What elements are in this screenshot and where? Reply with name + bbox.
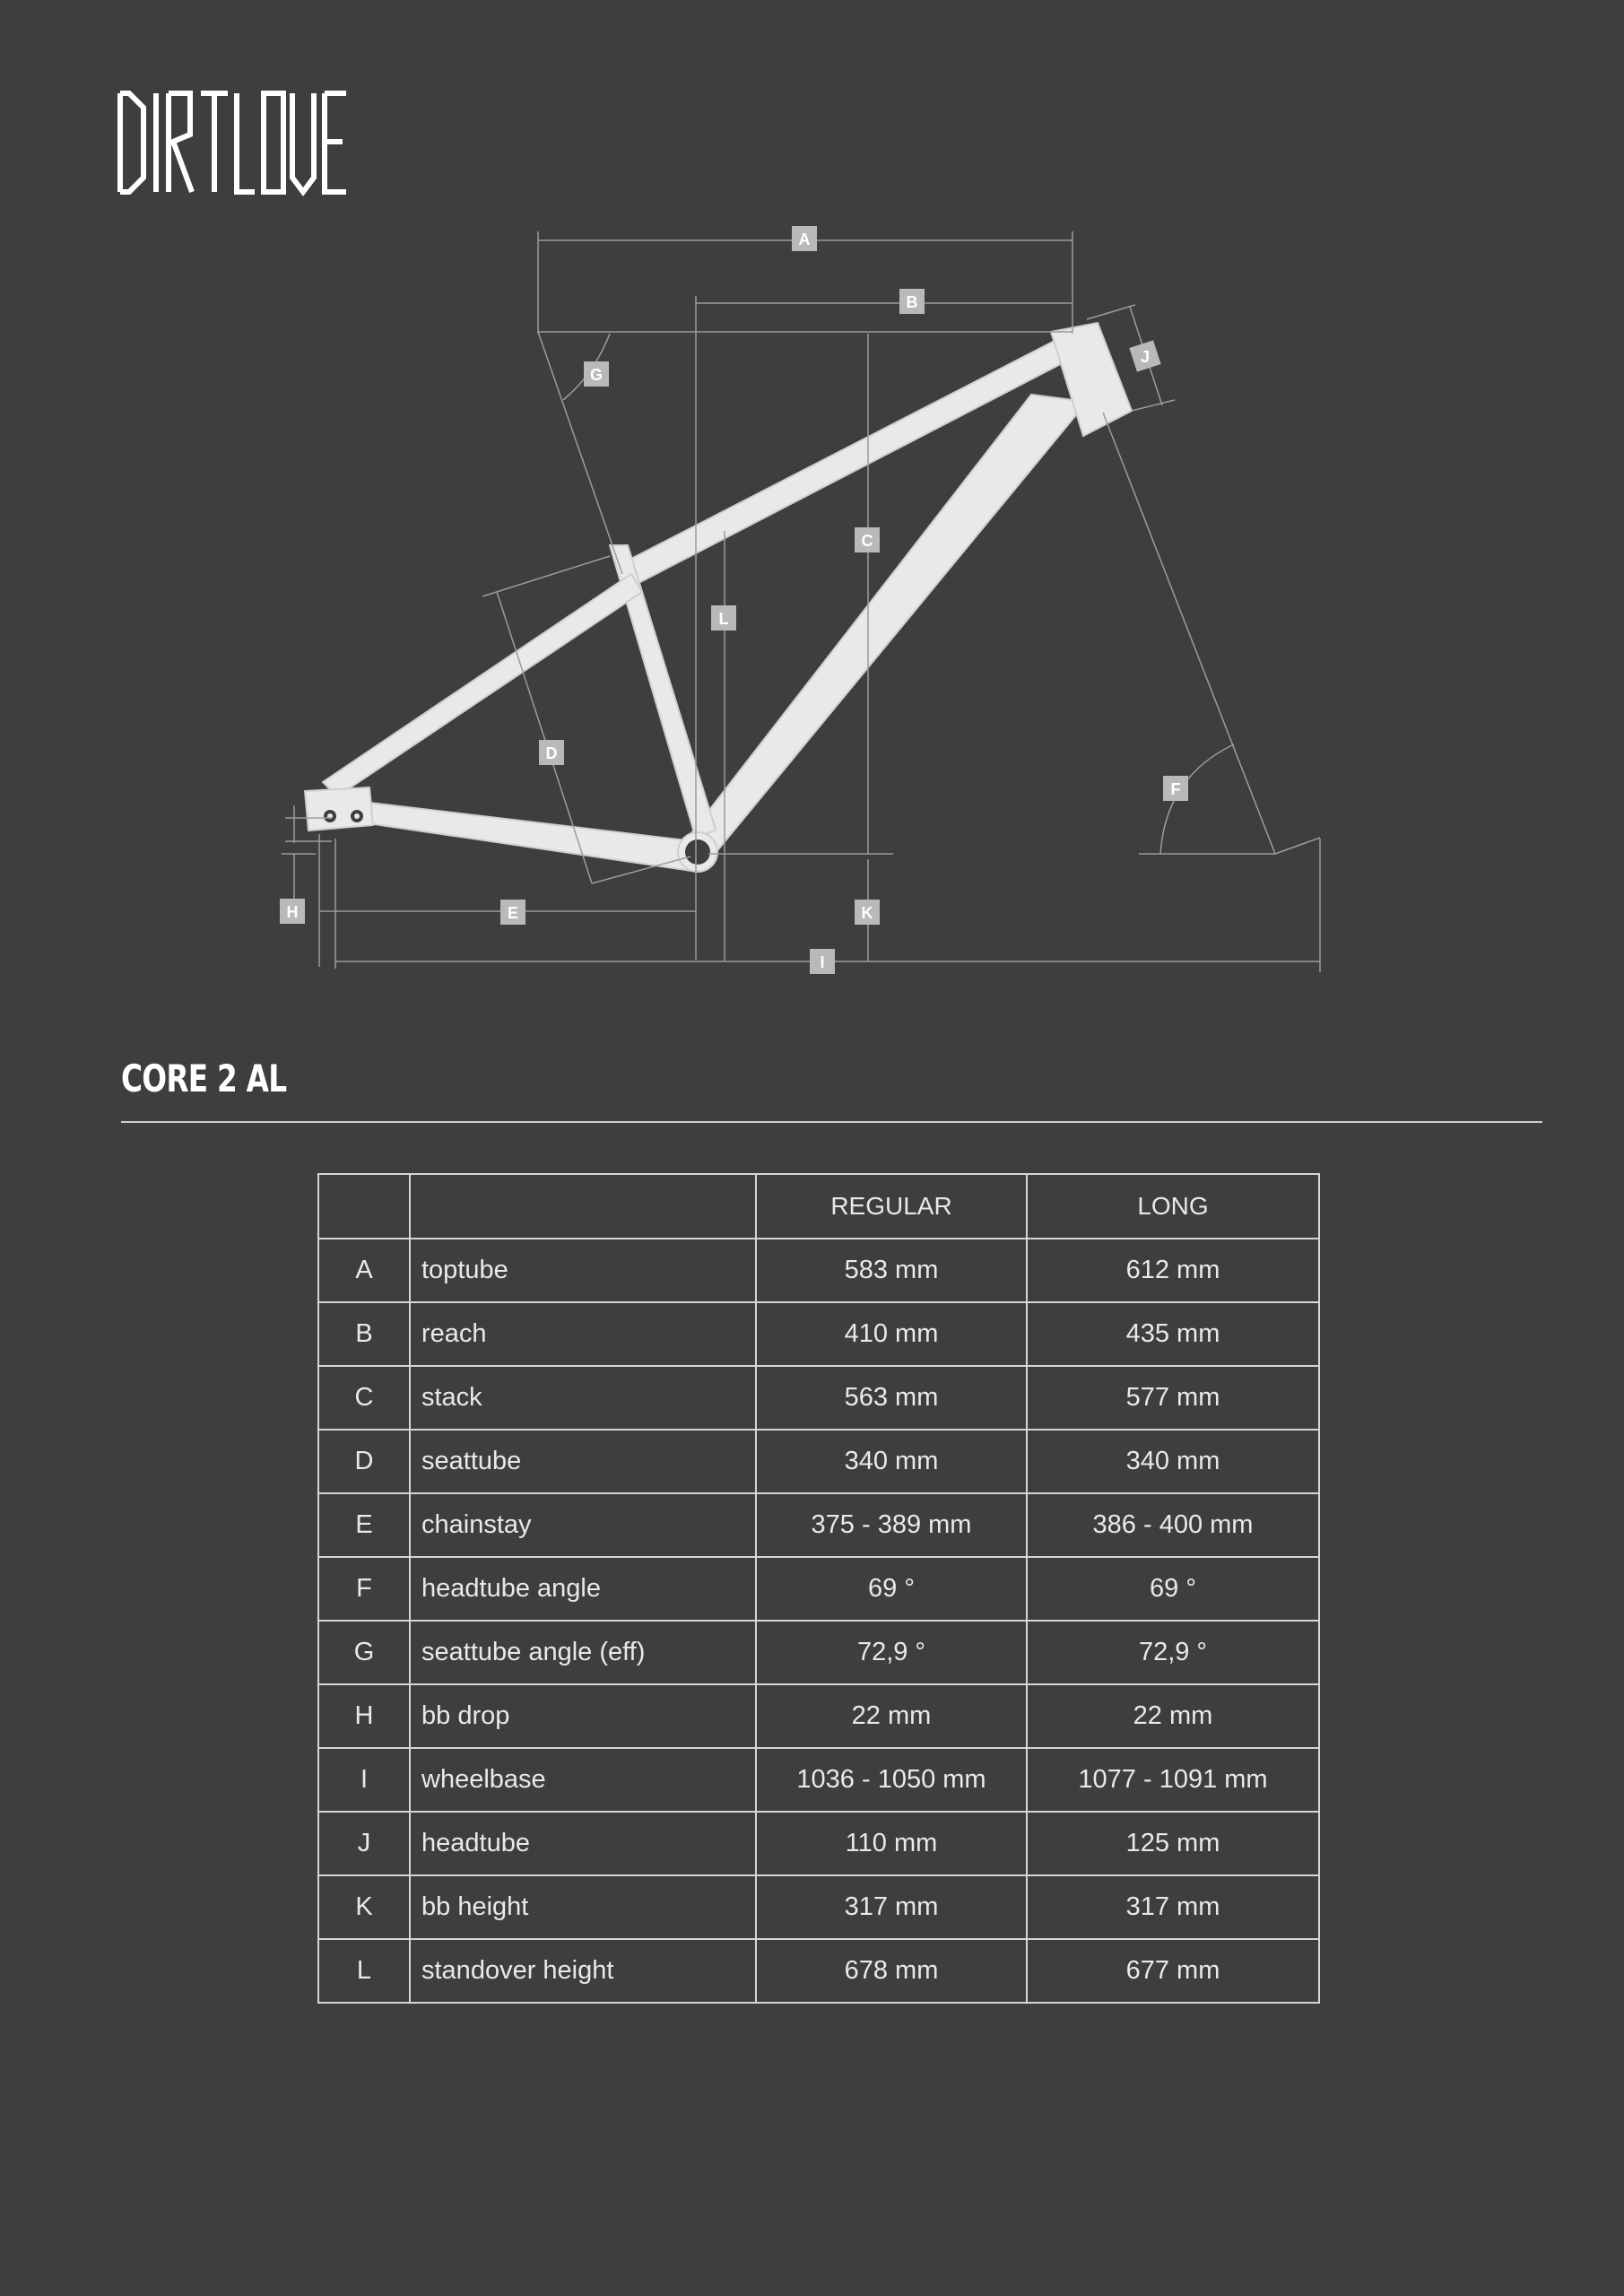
svg-text:C: C bbox=[861, 532, 873, 550]
svg-text:E: E bbox=[507, 904, 519, 922]
table-row bbox=[318, 1939, 1319, 2003]
row-regular: 317 mm bbox=[756, 1875, 1027, 1939]
model-title: CORE 2 AL bbox=[121, 1057, 287, 1100]
row-letter: K bbox=[318, 1875, 410, 1939]
table-row bbox=[318, 1875, 1319, 1939]
svg-text:H: H bbox=[286, 903, 299, 921]
row-long: 677 mm bbox=[1027, 1939, 1319, 2003]
label-j bbox=[1129, 340, 1160, 371]
table-row bbox=[318, 1239, 1319, 1302]
row-regular: 563 mm bbox=[756, 1366, 1027, 1430]
row-name: toptube bbox=[410, 1239, 756, 1302]
row-name: wheelbase bbox=[410, 1748, 756, 1812]
label-g bbox=[584, 361, 609, 387]
row-letter: I bbox=[318, 1748, 410, 1812]
svg-text:D: D bbox=[545, 744, 558, 762]
table-header-row bbox=[318, 1174, 1319, 1239]
row-long: 125 mm bbox=[1027, 1812, 1319, 1875]
row-long: 577 mm bbox=[1027, 1366, 1319, 1430]
row-regular: 1036 - 1050 mm bbox=[756, 1748, 1027, 1812]
row-regular: 678 mm bbox=[756, 1939, 1027, 2003]
svg-text:K: K bbox=[861, 904, 873, 922]
row-long: 72,9 ° bbox=[1027, 1621, 1319, 1684]
label-f bbox=[1163, 776, 1188, 801]
header-long: LONG bbox=[1027, 1174, 1319, 1239]
row-regular: 583 mm bbox=[756, 1239, 1027, 1302]
table-row bbox=[318, 1493, 1319, 1557]
frame-drawing bbox=[0, 206, 1624, 996]
dimension-lines bbox=[282, 231, 1320, 972]
label-k bbox=[855, 900, 880, 925]
header-name bbox=[410, 1174, 756, 1239]
row-name: seattube angle (eff) bbox=[410, 1621, 756, 1684]
brand-logo bbox=[117, 88, 350, 197]
label-e bbox=[500, 900, 525, 925]
row-letter: F bbox=[318, 1557, 410, 1621]
table-row bbox=[318, 1812, 1319, 1875]
row-long: 69 ° bbox=[1027, 1557, 1319, 1621]
table-row bbox=[318, 1366, 1319, 1430]
table-row bbox=[318, 1621, 1319, 1684]
svg-text:L: L bbox=[718, 610, 729, 628]
svg-text:B: B bbox=[906, 293, 918, 311]
header-letter bbox=[318, 1174, 410, 1239]
row-regular: 69 ° bbox=[756, 1557, 1027, 1621]
row-name: stack bbox=[410, 1366, 756, 1430]
frame-geometry-diagram bbox=[0, 206, 1624, 996]
row-name: headtube angle bbox=[410, 1557, 756, 1621]
bike-frame bbox=[305, 323, 1132, 872]
row-name: headtube bbox=[410, 1812, 756, 1875]
table-row bbox=[318, 1430, 1319, 1493]
row-letter: D bbox=[318, 1430, 410, 1493]
label-b bbox=[899, 289, 925, 314]
row-long: 340 mm bbox=[1027, 1430, 1319, 1493]
table-row bbox=[318, 1557, 1319, 1621]
row-name: chainstay bbox=[410, 1493, 756, 1557]
row-long: 612 mm bbox=[1027, 1239, 1319, 1302]
logo-graphic bbox=[117, 88, 350, 197]
row-letter: A bbox=[318, 1239, 410, 1302]
svg-text:I: I bbox=[820, 953, 825, 971]
row-letter: J bbox=[318, 1812, 410, 1875]
title-divider bbox=[121, 1121, 1542, 1123]
row-long: 1077 - 1091 mm bbox=[1027, 1748, 1319, 1812]
dimension-labels bbox=[280, 226, 1188, 974]
label-i bbox=[810, 949, 835, 974]
row-long: 317 mm bbox=[1027, 1875, 1319, 1939]
table-row bbox=[318, 1684, 1319, 1748]
row-name: standover height bbox=[410, 1939, 756, 2003]
row-letter: H bbox=[318, 1684, 410, 1748]
svg-text:A: A bbox=[798, 230, 811, 248]
row-letter: E bbox=[318, 1493, 410, 1557]
row-name: reach bbox=[410, 1302, 756, 1366]
label-h bbox=[280, 899, 305, 924]
row-long: 386 - 400 mm bbox=[1027, 1493, 1319, 1557]
row-regular: 375 - 389 mm bbox=[756, 1493, 1027, 1557]
row-name: bb height bbox=[410, 1875, 756, 1939]
svg-text:G: G bbox=[589, 366, 604, 384]
row-long: 435 mm bbox=[1027, 1302, 1319, 1366]
row-letter: B bbox=[318, 1302, 410, 1366]
row-regular: 110 mm bbox=[756, 1812, 1027, 1875]
row-regular: 72,9 ° bbox=[756, 1621, 1027, 1684]
label-l bbox=[711, 605, 736, 631]
header-regular: REGULAR bbox=[756, 1174, 1027, 1239]
table-row bbox=[318, 1748, 1319, 1812]
row-letter: C bbox=[318, 1366, 410, 1430]
svg-text:J: J bbox=[1140, 348, 1151, 366]
label-a bbox=[792, 226, 817, 251]
table-row bbox=[318, 1302, 1319, 1366]
row-long: 22 mm bbox=[1027, 1684, 1319, 1748]
label-d bbox=[539, 740, 564, 765]
row-regular: 22 mm bbox=[756, 1684, 1027, 1748]
row-regular: 340 mm bbox=[756, 1430, 1027, 1493]
row-name: seattube bbox=[410, 1430, 756, 1493]
row-letter: L bbox=[318, 1939, 410, 2003]
row-letter: G bbox=[318, 1621, 410, 1684]
geometry-table bbox=[317, 1173, 1320, 2004]
label-c bbox=[855, 527, 880, 552]
row-regular: 410 mm bbox=[756, 1302, 1027, 1366]
row-name: bb drop bbox=[410, 1684, 756, 1748]
svg-text:F: F bbox=[1170, 780, 1181, 798]
